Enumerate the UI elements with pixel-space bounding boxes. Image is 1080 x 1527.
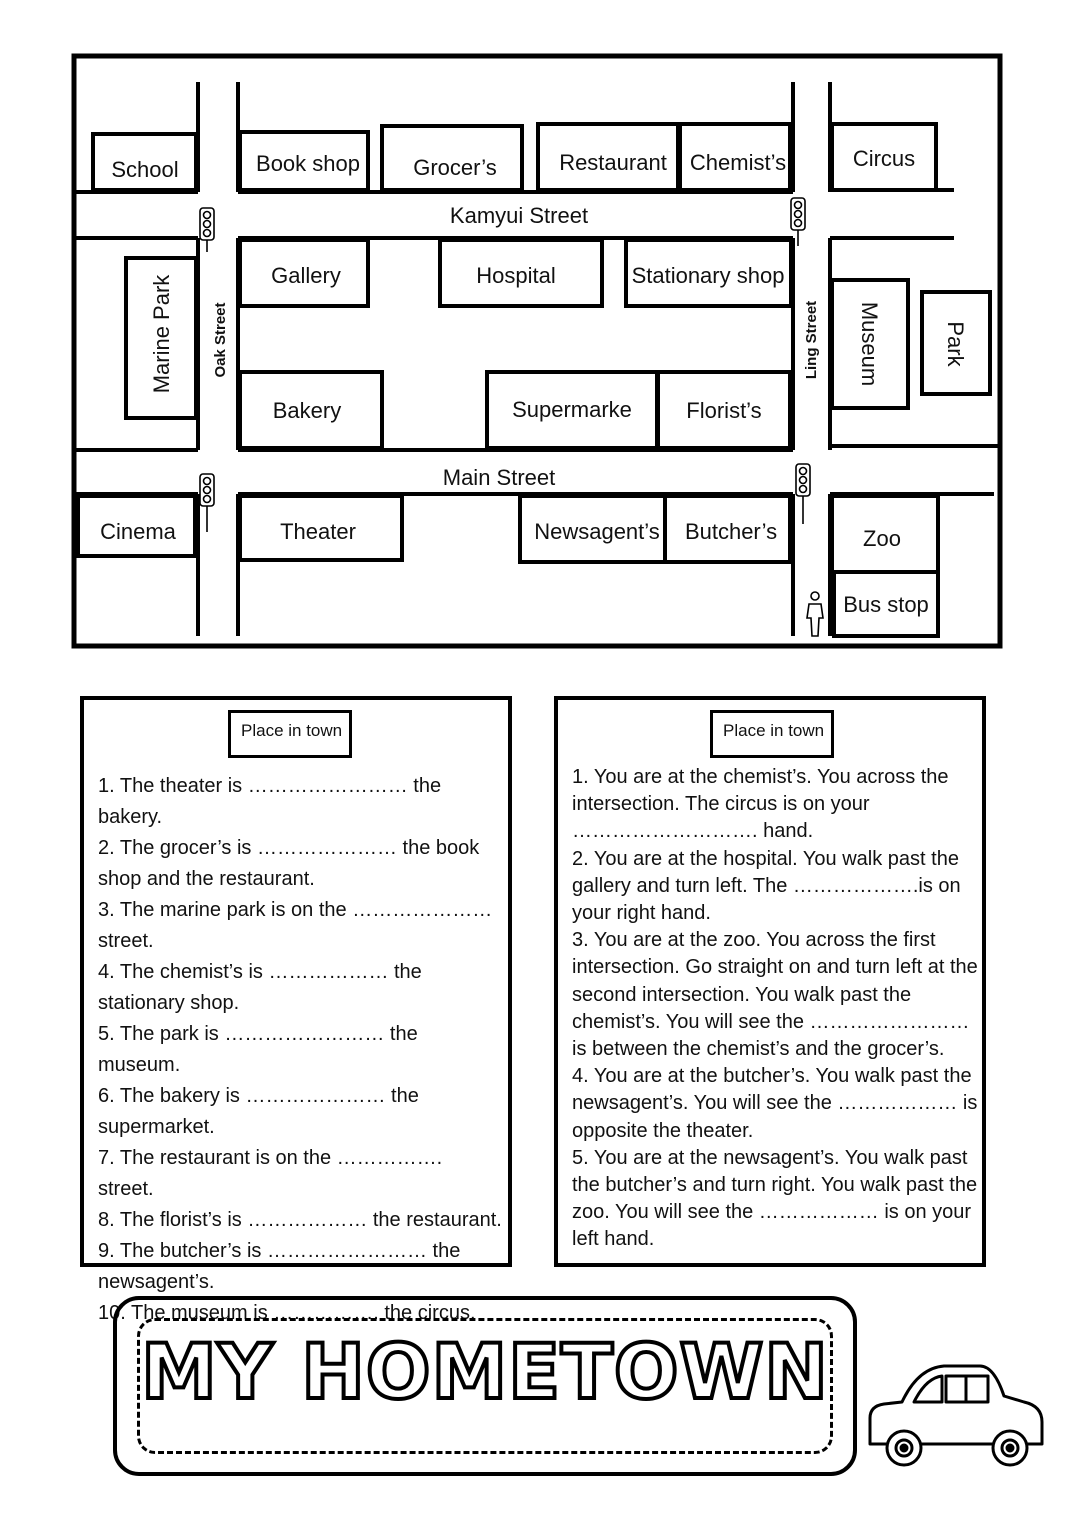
exercise-line: ………………………. hand. bbox=[572, 820, 814, 843]
traffic-light-icon bbox=[796, 464, 810, 524]
label-cinema: Cinema bbox=[100, 519, 176, 544]
exercise-line: supermarket. bbox=[98, 1116, 215, 1138]
exercise-line: is between the chemist’s and the grocer’s. bbox=[572, 1038, 945, 1061]
main-street-label: Main Street bbox=[442, 465, 556, 490]
exercise-line: 1. You are at the chemist’s. You across the bbox=[572, 766, 949, 788]
label-zoo: Zoo bbox=[863, 526, 901, 551]
label-butchers: Butcher’s bbox=[684, 519, 778, 544]
exercise-line: left hand. bbox=[572, 1228, 655, 1251]
exercise-line: opposite the theater. bbox=[572, 1119, 754, 1142]
exercise-line: 2. You are at the hospital. You walk past the bbox=[572, 847, 959, 870]
exercise-line: 3. You are at the zoo. You across the first bbox=[572, 929, 936, 952]
label-gallery: Gallery bbox=[271, 263, 341, 288]
exercise-line: 5. The park is …………………… the museum. bbox=[98, 1023, 418, 1076]
oak-street-label: Oak Street bbox=[212, 302, 229, 378]
label-hospital: Hospital bbox=[476, 263, 556, 288]
town-map bbox=[0, 0, 1080, 660]
exercise-line: 1. The theater is …………………… the bakery. bbox=[98, 775, 442, 828]
exercise-line: 4. You are at the butcher’s. You walk past the bbox=[572, 1065, 972, 1088]
exercise-line: chemist’s. You will see the …………………… bbox=[572, 1010, 970, 1033]
exercise-line: 10. The museum is ……………. the circus. bbox=[98, 1302, 476, 1324]
exercise-line: newsagent’s. You will see the ……………… is bbox=[572, 1092, 978, 1115]
exercise-line: 5. You are at the newsagent’s. You walk past bbox=[572, 1146, 968, 1169]
exercise-line: 7. The restaurant is on the ……………. street. bbox=[98, 1147, 443, 1200]
exercise-line: the butcher’s and turn right. You walk past the bbox=[572, 1174, 978, 1197]
exercise-line: newsagent’s. bbox=[98, 1271, 215, 1293]
exercise-line: 9. The butcher’s is …………………… the bbox=[98, 1240, 461, 1262]
label-school: School bbox=[111, 157, 179, 182]
label-supermarket: Supermarke bbox=[512, 397, 632, 422]
exercise-line: street. bbox=[98, 930, 154, 952]
label-florists: Florist’s bbox=[686, 398, 762, 423]
exercise-line: 2. The grocer’s is ………………… the book bbox=[98, 837, 480, 859]
label-theater: Theater bbox=[280, 519, 356, 544]
panel-title: Place in town bbox=[228, 710, 352, 758]
exercise-line: intersection. Go straight on and turn left at the bbox=[572, 956, 978, 979]
label-restaurant: Restaurant bbox=[559, 150, 667, 175]
label-chemists: Chemist’s bbox=[689, 150, 787, 175]
ling-street-label: Ling Street bbox=[803, 300, 820, 380]
title-banner bbox=[113, 1296, 857, 1476]
label-bakery: Bakery bbox=[272, 398, 342, 423]
exercise-line: gallery and turn left. The ……………….is on bbox=[572, 874, 961, 897]
exercise-line: second intersection. You walk past the bbox=[572, 983, 912, 1006]
banner-title: MY HOMETOWN bbox=[141, 1327, 829, 1416]
exercise-line: 8. The florist’s is ……………… the restaurant. bbox=[98, 1209, 502, 1231]
exercise-line: stationary shop. bbox=[98, 992, 240, 1014]
exercise-line: 6. The bakery is ………………… the bbox=[98, 1085, 419, 1107]
label-newsagents: Newsagent’s bbox=[534, 519, 660, 544]
label-book-shop: Book shop bbox=[256, 151, 360, 176]
label-museum: Museum bbox=[857, 301, 882, 387]
label-stationary-shop: Stationary shop bbox=[631, 263, 785, 288]
exercise-list bbox=[98, 771, 502, 1329]
traffic-light-icon bbox=[200, 474, 214, 532]
label-bus-stop: Bus stop bbox=[843, 592, 929, 617]
label-grocers: Grocer’s bbox=[413, 155, 497, 180]
car-icon bbox=[862, 1356, 1052, 1474]
label-park: Park bbox=[943, 321, 968, 367]
exercise-panel-right bbox=[554, 696, 986, 1267]
exercise-panel-left bbox=[80, 696, 512, 1324]
exercise-list bbox=[572, 764, 978, 1254]
exercise-line: zoo. You will see the ……………… is on your bbox=[572, 1201, 972, 1224]
exercise-line: your right hand. bbox=[572, 902, 711, 925]
exercise-line: shop and the restaurant. bbox=[98, 868, 315, 890]
exercise-line: 4. The chemist’s is ……………… the bbox=[98, 961, 422, 983]
label-marine-park: Marine Park bbox=[149, 274, 174, 394]
panel-title: Place in town bbox=[710, 710, 834, 758]
exercise-line: 3. The marine park is on the ………………… bbox=[98, 899, 493, 921]
pedestrian-icon bbox=[807, 592, 823, 636]
kamyui-street-label: Kamyui Street bbox=[449, 203, 589, 228]
exercise-line: intersection. The circus is on your bbox=[572, 793, 870, 816]
label-circus: Circus bbox=[852, 146, 916, 171]
traffic-light-icon bbox=[200, 208, 214, 252]
